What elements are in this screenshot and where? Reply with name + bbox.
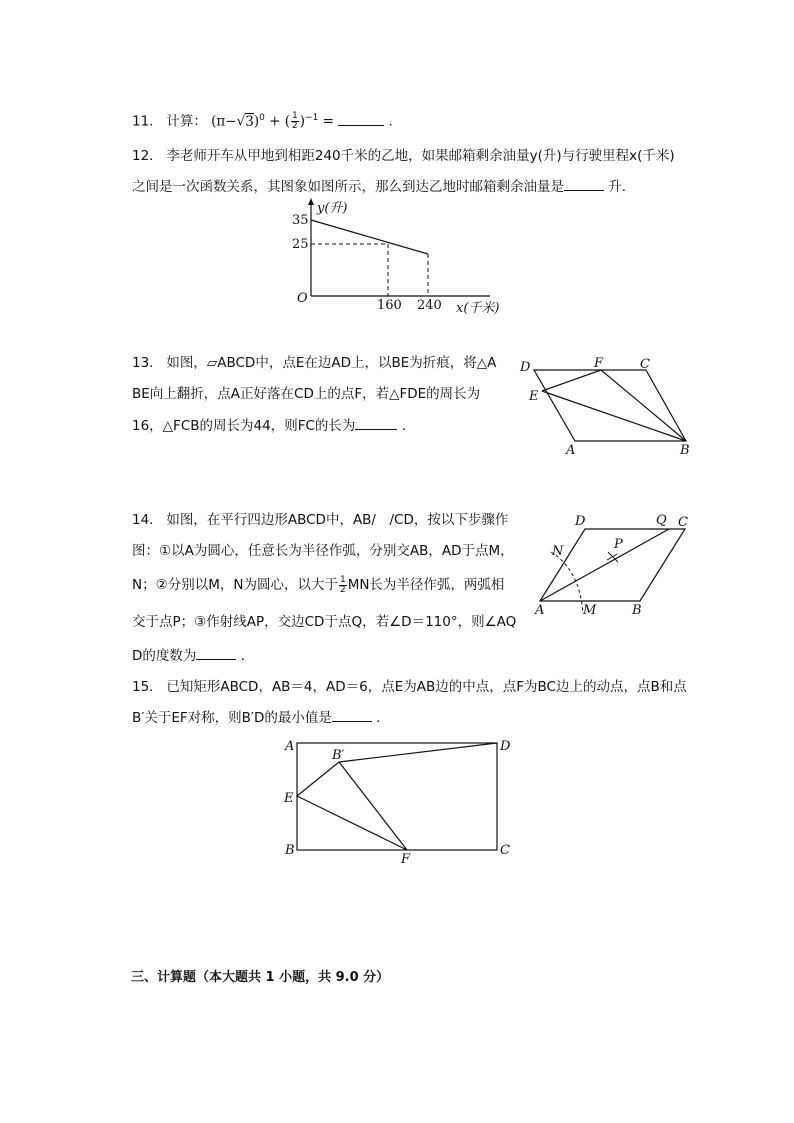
section-3-title: 三、计算题（本大题共 1 小题，共 9.0 分） <box>131 970 390 985</box>
segment-eb-prime <box>297 762 339 796</box>
label-b: B <box>680 443 690 458</box>
segment-b-prime-d <box>339 743 497 762</box>
q15-line-2 <box>132 707 390 728</box>
label-f: F <box>594 356 604 371</box>
label-d: D <box>575 514 586 529</box>
label-q: Q <box>656 513 667 528</box>
segment-ef <box>297 796 407 850</box>
q14-number: 14. <box>132 512 154 528</box>
q14-text-1: 如图，在平行四边形ABCD中，AB/ /CD，按以下步骤作 <box>166 512 509 528</box>
q11-period: . <box>388 113 393 130</box>
q14-line-2 <box>132 541 514 561</box>
label-f: F <box>401 852 411 867</box>
q14-text-5b: ． <box>240 648 255 664</box>
q11-frac-den: 2 <box>292 121 298 131</box>
segment-fb <box>601 370 686 441</box>
q15-answer-blank[interactable] <box>332 707 372 722</box>
label-a: A <box>566 443 576 458</box>
label-n: N <box>552 544 564 559</box>
label-e: E <box>529 389 539 404</box>
segment-b-prime-f <box>339 762 407 850</box>
y-axis-label: y(升) <box>317 201 348 216</box>
q13-line-2 <box>132 384 480 404</box>
x-axis-label: x(千米) <box>456 301 500 316</box>
q15-text-2b: ． <box>376 710 390 726</box>
q15-text-2a: B′关于EF对称，则B′D的最小值是 <box>132 710 332 726</box>
q12-text-1: 李老师开车从甲地到相距240千米的乙地，如果邮箱剩余油量y(升)与行驶里程x(千米) <box>166 148 675 164</box>
q11-expr-close: ) <box>253 113 260 130</box>
q12-text-2a: 之间是一次函数关系，其图象如图所示，那么到达乙地时邮箱剩余油量是 <box>132 179 564 195</box>
parallelogram-abcd <box>534 370 686 441</box>
label-b: B <box>632 603 642 618</box>
q11-exp0: 0 <box>259 113 265 123</box>
q14-line-5 <box>132 645 254 666</box>
q14-fraction <box>339 576 347 595</box>
function-line <box>311 220 428 254</box>
label-d: D <box>500 739 511 754</box>
parallelogram-abcd <box>540 529 685 601</box>
q15-text-1: 已知矩形ABCD，AB＝4，AD＝6，点E为AB边的中点，点F为BC边上的动点，点B和点 <box>166 679 687 695</box>
y-tick-25: 25 <box>292 237 309 252</box>
x-tick-240: 240 <box>417 298 442 313</box>
q15-number: 15. <box>132 679 154 695</box>
q11-plus: + <box>269 113 281 130</box>
q12-answer-blank[interactable] <box>564 176 604 191</box>
q11-answer-blank[interactable] <box>338 111 384 126</box>
q12-text-2b: 升． <box>608 179 636 195</box>
q14-text-4: 交于点P；③作射线AP，交边CD于点Q，若∠D＝110°，则∠AQ <box>132 614 517 630</box>
question-11 <box>132 108 393 132</box>
y-axis-arrow-icon <box>308 198 314 205</box>
q14-text-2: 图：①以A为圆心，任意长为半径作弧，分别交AB，AD于点M， <box>132 543 514 559</box>
label-d: D <box>520 360 531 375</box>
q11-fraction <box>291 112 299 131</box>
q14-frac-den: 2 <box>339 584 346 595</box>
q15-figure <box>282 735 512 867</box>
q12-number: 12. <box>132 148 154 164</box>
x-tick-160: 160 <box>377 298 402 313</box>
arc-mn <box>551 552 583 614</box>
label-b: B <box>285 843 295 858</box>
label-c: C <box>678 515 688 530</box>
segment-fe <box>542 370 601 391</box>
sqrt-symbol: √ <box>236 113 246 130</box>
q12-line-1 <box>132 146 675 166</box>
ray-ap <box>540 529 669 601</box>
q14-frac-num: 1 <box>339 574 346 585</box>
q14-text-5a: D的度数为 <box>132 648 197 664</box>
rectangle-abcd <box>297 743 497 850</box>
label-b-prime: B′ <box>332 748 345 763</box>
origin-label: O <box>297 291 308 306</box>
q14-line-3 <box>132 575 504 595</box>
q11-frac-num: 1 <box>292 111 298 121</box>
q13-text-3b: ． <box>401 418 416 434</box>
q11-number: 11. <box>132 113 154 130</box>
label-m: M <box>583 603 597 618</box>
q11-expr-open: (π− <box>211 113 237 130</box>
label-c: C <box>500 843 510 858</box>
q14-text-3a: N；②分别以M，N为圆心，以大于 <box>132 577 338 593</box>
y-tick-35: 35 <box>292 213 309 228</box>
q13-text-2: BE向上翻折，点A正好落在CD上的点F，若△FDE的周长为 <box>132 386 481 402</box>
q11-exp-neg1: −1 <box>305 113 319 123</box>
q13-figure <box>515 355 695 460</box>
q11-equals: = <box>322 113 334 130</box>
q13-line-3 <box>132 415 415 436</box>
q14-line-1 <box>132 510 508 530</box>
q14-text-3b: MN长为半径作弧，两弧相 <box>347 577 505 593</box>
q12-graph <box>290 196 520 321</box>
q12-line-2 <box>132 176 635 197</box>
q11-label: 计算： <box>166 113 207 130</box>
label-c: C <box>640 357 650 372</box>
q13-line-1 <box>132 353 496 373</box>
q13-text-3a: 16，△FCB的周长为44，则FC的长为 <box>132 418 356 434</box>
label-p: P <box>614 537 623 552</box>
q13-text-1: 如图，▱ABCD中，点E在边AD上，以BE为折痕，将△A <box>166 355 497 371</box>
q15-line-1 <box>132 677 687 697</box>
q11-sqrt-radicand: 3 <box>245 113 254 130</box>
segment-eb <box>542 391 686 441</box>
q11-paren-open: ( <box>284 113 291 130</box>
q13-number: 13. <box>132 355 154 371</box>
label-a: A <box>285 739 295 754</box>
q11-paren-close: ) <box>299 113 306 130</box>
q14-answer-blank[interactable] <box>196 645 236 660</box>
q13-answer-blank[interactable] <box>355 415 397 430</box>
q14-figure <box>528 510 698 620</box>
q14-line-4 <box>132 612 516 632</box>
label-e: E <box>284 791 294 806</box>
label-a: A <box>535 603 545 618</box>
